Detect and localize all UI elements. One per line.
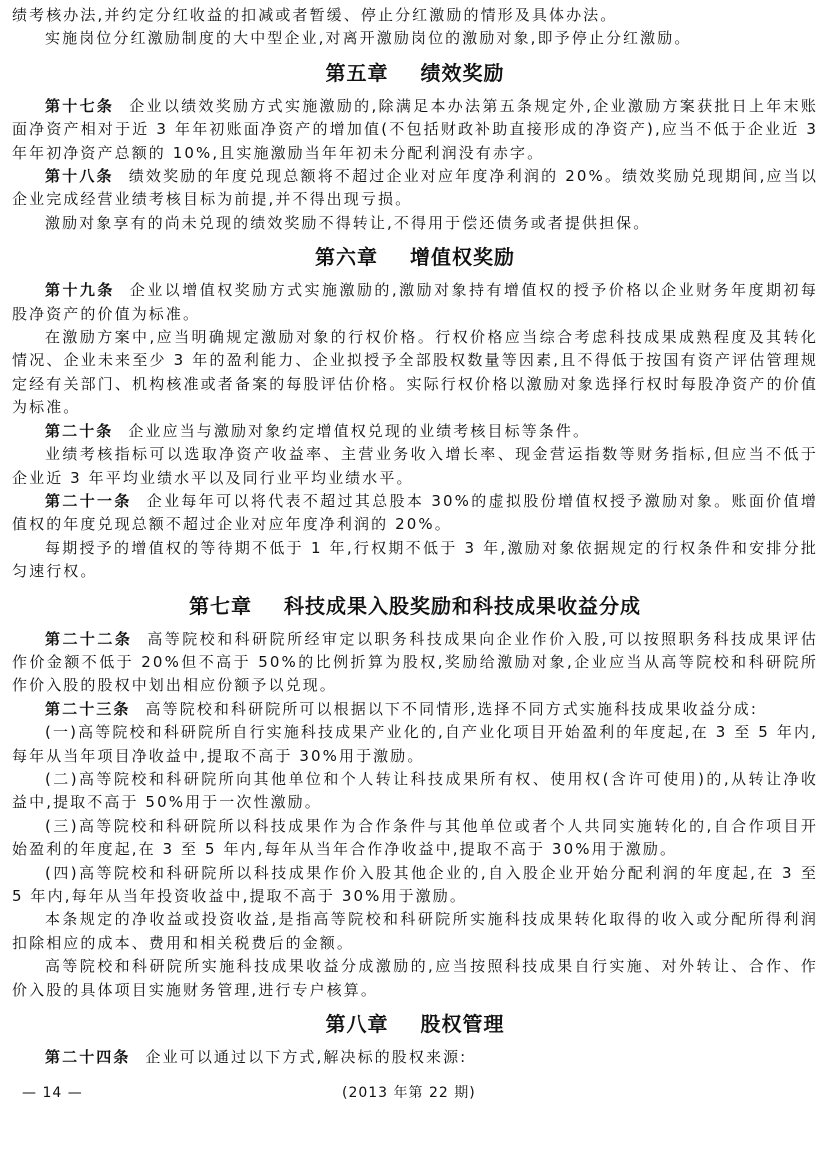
paragraph bbox=[12, 721, 818, 768]
chapter-number: 第八章 bbox=[325, 1012, 389, 1037]
article-label: 第十七条 bbox=[45, 96, 115, 115]
paragraph bbox=[12, 862, 818, 909]
paragraph bbox=[12, 955, 818, 1002]
article-paragraph bbox=[12, 95, 818, 165]
paragraph-text: 企业以增值权奖励方式实施激励的,激励对象持有增值权的授予价格以企业财务年度期初每股净资产的价值为标准。 bbox=[12, 281, 818, 323]
paragraph-text: 高等院校和科研院所可以根据以下不同情形,选择不同方式实施科技成果收益分成: bbox=[145, 699, 759, 718]
chapter-title: 股权管理 bbox=[420, 1012, 505, 1037]
paragraph-text: 在激励方案中,应当明确规定激励对象的行权价格。行权价格应当综合考虑科技成果成熟程度及其转化情况、企业未来至少 3 年的盈利能力、企业拟授予全部股权数量等因素,且不得低于按国有资产评估管理规定经有关部门、机构核准或者备案的每股评估价格。实际行权价格以激励对象选择行权时每股净资产的价值为标准。 bbox=[12, 328, 818, 417]
paragraph bbox=[12, 815, 818, 862]
article-label: 第二十四条 bbox=[45, 1048, 131, 1067]
paragraph-text: 业绩考核指标可以选取净资产收益率、主营业务收入增长率、现金营运指数等财务指标,但应当不低于企业近 3 年平均业绩水平以及同行业平均业绩水平。 bbox=[12, 445, 818, 487]
article-label: 第十八条 bbox=[45, 167, 114, 186]
paragraph bbox=[12, 768, 818, 815]
paragraph bbox=[12, 27, 818, 50]
paragraph-text: 企业应当与激励对象约定增值权兑现的业绩考核目标等条件。 bbox=[128, 421, 591, 440]
article-paragraph bbox=[12, 165, 818, 212]
paragraph-text: 实施岗位分红激励制度的大中型企业,对离开激励岗位的激励对象,即予停止分红激励。 bbox=[45, 29, 692, 48]
paragraph-text: 高等院校和科研院所经审定以职务科技成果向企业作价入股,可以按照职务科技成果评估作价金额不低于 20%但不高于 50%的比例折算为股权,奖励给激励对象,企业应当从高等院校和科研院所作价入股的股权中划出相应份额予以兑现。 bbox=[12, 629, 818, 695]
paragraph-text: 企业可以通过以下方式,解决标的股权来源: bbox=[145, 1048, 468, 1067]
chapter-number: 第五章 bbox=[325, 60, 389, 85]
paragraph bbox=[12, 212, 818, 235]
article-paragraph bbox=[12, 420, 818, 443]
chapter-number: 第六章 bbox=[315, 245, 378, 270]
article-paragraph bbox=[12, 698, 818, 721]
article-label: 第二十条 bbox=[45, 421, 114, 440]
article-paragraph bbox=[12, 490, 818, 537]
page-footer bbox=[22, 1083, 812, 1107]
paragraph-text: (二)高等院校和科研院所向其他单位和个人转让科技成果所有权、使用权(含许可使用)的,从转让净收益中,提取不高于 50%用于一次性激励。 bbox=[12, 769, 818, 812]
paragraph-text: 绩效奖励的年度兑现总额将不超过企业对应年度净利润的 20%。绩效奖励兑现期间,应当以企业完成经营业绩考核目标为前提,并不得出现亏损。 bbox=[12, 167, 818, 209]
paragraph-text: 高等院校和科研院所实施科技成果收益分成激励的,应当按照科技成果自行实施、对外转让、合作、作价入股的具体项目实施财务管理,进行专户核算。 bbox=[12, 957, 818, 999]
paragraph bbox=[12, 908, 818, 955]
document-body bbox=[12, 0, 818, 1069]
paragraph-text: 每期授予的增值权的等待期不低于 1 年,行权期不低于 3 年,激励对象依据规定的行权条件和安排分批匀速行权。 bbox=[12, 538, 818, 581]
article-label: 第二十二条 bbox=[45, 629, 133, 648]
paragraph bbox=[12, 4, 818, 27]
article-paragraph bbox=[12, 1046, 818, 1069]
page-number: — 14 — bbox=[22, 1085, 83, 1102]
article-paragraph bbox=[12, 628, 818, 698]
paragraph-text: (一)高等院校和科研院所自行实施科技成果产业化的,自产业化项目开始盈利的年度起,在 3 至 5 年内,每年从当年项目净收益中,提取不高于 30%用于激励。 bbox=[12, 723, 818, 765]
paragraph-text: (四)高等院校和科研院所以科技成果作价入股其他企业的,自入股企业开始分配利润的年度起,在 3 至 5 年内,每年从当年投资收益中,提取不高于 30%用于激励。 bbox=[12, 863, 818, 905]
paragraph-text: 激励对象享有的尚未兑现的绩效奖励不得转让,不得用于偿还债务或者提供担保。 bbox=[45, 213, 651, 232]
issue-label: (2013 年第 22 期) bbox=[342, 1085, 476, 1102]
paragraph-text: 企业以绩效奖励方式实施激励的,除满足本办法第五条规定外,企业激励方案获批日上年末账面净资产相对于近 3 年年初账面净资产的增加值(不包括财政补助直接形成的净资产),应当不低于企业近 3 年年初净资产总额的 10%,且实施激励当年年初未分配利润没有赤字。 bbox=[12, 96, 818, 162]
article-label: 第二十三条 bbox=[45, 699, 131, 718]
paragraph bbox=[12, 443, 818, 490]
article-paragraph bbox=[12, 279, 818, 326]
chapter-heading bbox=[12, 58, 818, 88]
chapter-number: 第七章 bbox=[189, 593, 252, 618]
article-label: 第十九条 bbox=[45, 281, 115, 300]
article-label: 第二十一条 bbox=[45, 491, 132, 510]
paragraph bbox=[12, 537, 818, 584]
paragraph-text: 企业每年可以将代表不超过其总股本 30%的虚拟股份增值权授予激励对象。账面价值增值权的年度兑现总额不超过企业对应年度净利润的 20%。 bbox=[12, 491, 818, 534]
chapter-heading bbox=[12, 591, 818, 621]
chapter-title: 绩效奖励 bbox=[420, 60, 505, 85]
chapter-heading bbox=[12, 1009, 818, 1039]
paragraph bbox=[12, 326, 818, 420]
chapter-title: 科技成果入股奖励和科技成果收益分成 bbox=[284, 593, 641, 618]
paragraph-text: 本条规定的净收益或投资收益,是指高等院校和科研院所实施科技成果转化取得的收入或分配所得利润扣除相应的成本、费用和相关税费后的金额。 bbox=[12, 910, 818, 952]
chapter-heading bbox=[12, 242, 818, 272]
paragraph-text: 绩考核办法,并约定分红收益的扣减或者暂缓、停止分红激励的情形及具体办法。 bbox=[12, 6, 618, 24]
chapter-title: 增值权奖励 bbox=[410, 245, 515, 270]
paragraph-text: (三)高等院校和科研院所以科技成果作为合作条件与其他单位或者个人共同实施转化的,自合作项目开始盈利的年度起,在 3 至 5 年内,每年从当年合作净收益中,提取不高于 30%用于激励。 bbox=[12, 816, 818, 859]
